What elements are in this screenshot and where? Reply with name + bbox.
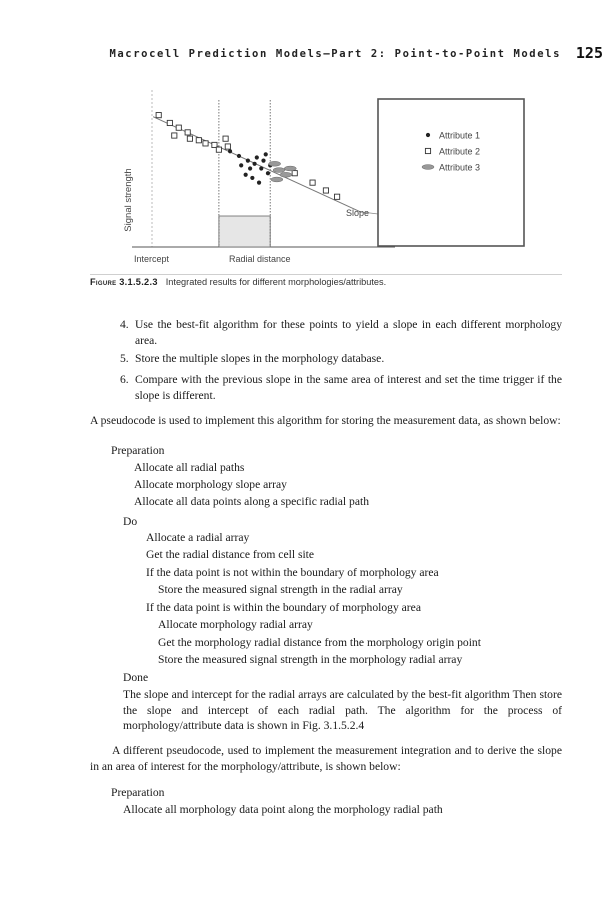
data-point-square [292, 171, 297, 176]
chart-legend [378, 99, 524, 246]
data-point-dot [228, 149, 232, 153]
data-point-dot [261, 159, 265, 163]
pseudo-line: Allocate a radial array [146, 531, 250, 544]
figure-number: Figure 3.1.5.2.3 [90, 277, 158, 287]
slope-label: Slope [346, 208, 370, 218]
y-axis-label: Signal strength [123, 168, 134, 232]
legend-marker-ellipse [422, 165, 434, 170]
scatter-chart [90, 84, 562, 274]
data-point-square [203, 141, 208, 146]
running-head [0, 44, 613, 68]
pseudo-line: Store the measured signal strength in the radial array [158, 583, 403, 596]
pseudo2-line: Allocate all morphology data point along the morphology radial path [123, 803, 443, 816]
pseudo-closing: The slope and intercept for the radial arrays are calculated by the best-fit algorithm Then store the slope and intercept of each radial path. The algorithm for the process of morphology/attribute data is shown in Fig. 3.1.5.2.4 [123, 688, 562, 732]
best-fit-line [153, 117, 362, 213]
legend-label: Attribute 1 [439, 130, 481, 141]
pseudo-line: If the data point is within the boundary of morphology area [146, 601, 421, 614]
data-point-ellipse [280, 172, 292, 177]
data-point-dot [257, 181, 261, 185]
legend-label: Attribute 3 [439, 162, 481, 173]
data-point-square [334, 194, 339, 199]
list-item-text: Use the best-fit algorithm for these points to yield a slope in each different morphology area. [135, 318, 562, 347]
x-axis-label: Radial distance [229, 254, 291, 264]
data-point-square [156, 113, 161, 118]
list-item-number: 6. [120, 373, 129, 386]
list-item-text: Compare with the previous slope in the same area of interest and set the time trigger if the slope is different. [135, 373, 562, 402]
data-point-dot [244, 173, 248, 177]
list-item [120, 351, 562, 367]
legend-marker-square [425, 148, 430, 153]
data-point-square [176, 125, 181, 130]
data-point-square [323, 188, 328, 193]
pseudo-do: Do [123, 515, 138, 528]
figure-caption [90, 274, 562, 287]
chart-marks [153, 113, 362, 213]
pseudo-line: If the data point is not within the boundary of morphology area [146, 566, 439, 579]
region-box [219, 216, 270, 247]
list-item-number: 5. [120, 352, 129, 365]
data-point-ellipse [284, 166, 296, 171]
data-point-dot [250, 176, 254, 180]
data-point-dot [246, 159, 250, 163]
data-point-square [167, 120, 172, 125]
data-point-square [172, 133, 177, 138]
list-item-text: Store the multiple slopes in the morphology database. [135, 352, 385, 365]
list-item [120, 317, 562, 348]
pseudo-done: Done [123, 671, 149, 684]
pseudo-line: Store the measured signal strength in the morphology radial array [158, 653, 463, 666]
data-point-ellipse [269, 161, 281, 166]
pseudo-line: Allocate morphology radial array [158, 618, 313, 631]
running-head-title: Macrocell Prediction Models—Part 2: Point-to-Point Models [109, 48, 561, 60]
data-point-square [187, 136, 192, 141]
data-point-square [310, 180, 315, 185]
list-item-number: 4. [120, 318, 129, 331]
pseudo-line: Allocate all radial paths [134, 461, 245, 474]
data-point-dot [239, 163, 243, 167]
data-point-dot [252, 162, 256, 166]
data-point-ellipse [271, 177, 283, 182]
second-paragraph: A different pseudocode, used to implement the measurement integration and to derive the slope in an area of interest for the morphology/attribute, is shown below: [90, 744, 562, 773]
intro-paragraph: A pseudocode is used to implement this algorithm for storing the measurement data, as shown below: [90, 414, 561, 427]
page-number: 125 [575, 44, 603, 62]
figure-caption-text: Integrated results for different morphologies/attributes. [165, 277, 387, 287]
data-point-dot [259, 166, 263, 170]
data-point-square [185, 130, 190, 135]
data-point-dot [264, 152, 268, 156]
data-point-square [216, 147, 221, 152]
data-point-square [196, 138, 201, 143]
list-item [120, 372, 562, 403]
data-point-dot [237, 154, 241, 158]
data-point-dot [266, 171, 270, 175]
x-start-label: Intercept [134, 254, 170, 264]
legend-label: Attribute 2 [439, 146, 481, 157]
pseudo2-preparation: Preparation [111, 786, 165, 799]
chart-axes [132, 90, 395, 247]
figure [90, 84, 562, 290]
legend-box [378, 99, 524, 246]
data-point-square [225, 144, 230, 149]
pseudo-preparation: Preparation [111, 444, 165, 457]
data-point-square [223, 136, 228, 141]
legend-marker-dot [426, 133, 430, 137]
pseudo-line: Get the morphology radial distance from the morphology origin point [158, 636, 481, 649]
pseudo-line: Get the radial distance from cell site [146, 548, 315, 561]
data-point-ellipse [273, 168, 285, 173]
data-point-dot [248, 166, 252, 170]
pseudo-line: Allocate all data points along a specific radial path [134, 495, 370, 508]
data-point-dot [255, 155, 259, 159]
pseudo-line: Allocate morphology slope array [134, 478, 287, 491]
